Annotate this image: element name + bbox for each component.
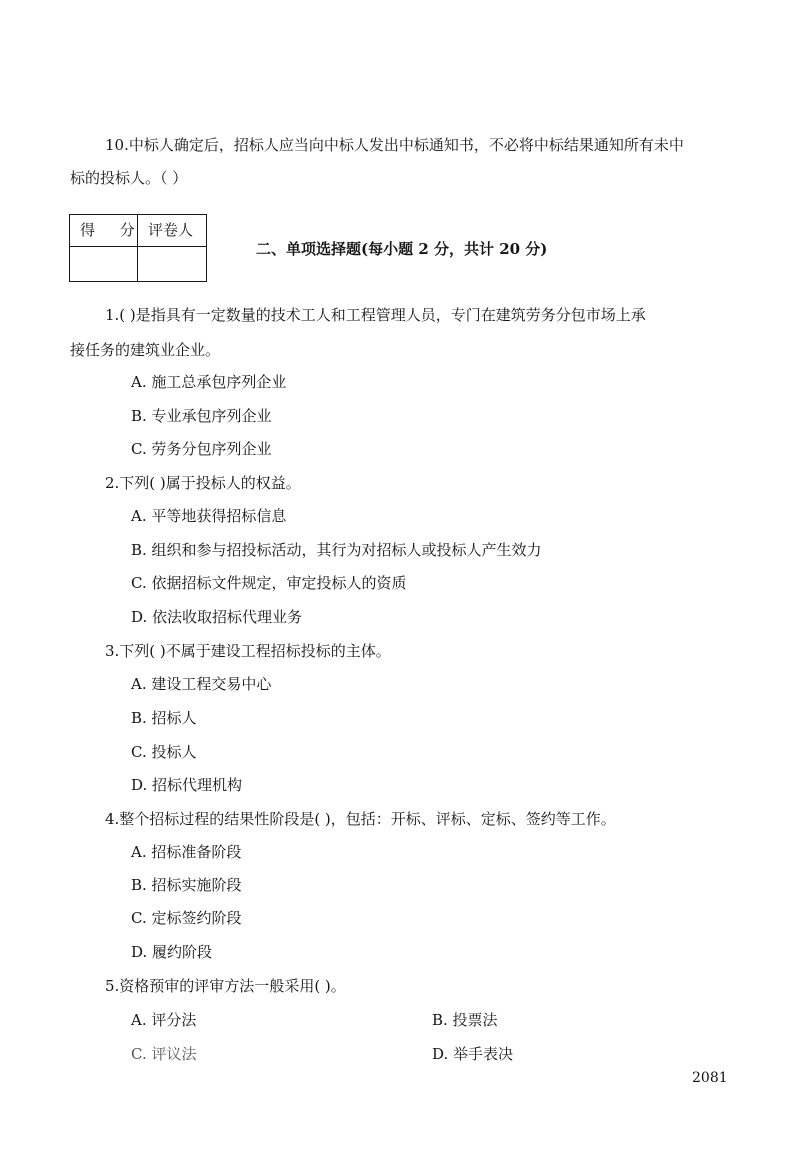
- question-1-option-c: C. 劳务分包序列企业: [131, 440, 272, 458]
- question-1-stem-line1: 1.( )是指具有一定数量的技术工人和工程管理人员，专门在建筑劳务分包市场上承: [105, 306, 646, 324]
- question-5-stem: 5.资格预审的评审方法一般采用( )。: [105, 977, 346, 995]
- question-1-option-b: B. 专业承包序列企业: [131, 407, 272, 425]
- question-5-option-b: B. 投票法: [432, 1011, 498, 1029]
- question-5-option-c: C. 评议法: [131, 1045, 197, 1063]
- question-4-option-a: A. 招标准备阶段: [131, 843, 242, 861]
- question-2-option-b: B. 组织和参与招投标活动，其行为对招标人或投标人产生效力: [131, 541, 542, 559]
- question-5-option-a: A. 评分法: [131, 1011, 197, 1029]
- q10-line1: 10.中标人确定后，招标人应当向中标人发出中标通知书，不必将中标结果通知所有未中: [105, 136, 684, 154]
- question-2-option-a: A. 平等地获得招标信息: [131, 507, 287, 525]
- question-3-option-d: D. 招标代理机构: [131, 776, 243, 794]
- score-header: 得 分: [80, 221, 145, 239]
- q10-line2: 标的投标人。（ ）: [70, 169, 188, 187]
- question-1-stem-line2: 接任务的建筑业企业。: [70, 341, 221, 359]
- page-code: 2081: [692, 1070, 728, 1086]
- question-3-stem: 3.下列( )不属于建设工程招标投标的主体。: [105, 642, 391, 660]
- question-3-option-c: C. 投标人: [131, 743, 197, 761]
- score-table: [69, 214, 207, 282]
- question-4-stem: 4.整个招标过程的结果性阶段是( )，包括：开标、评标、定标、签约等工作。: [105, 810, 616, 828]
- question-3-option-b: B. 招标人: [131, 709, 197, 727]
- question-4-option-c: C. 定标签约阶段: [131, 909, 242, 927]
- question-3-option-a: A. 建设工程交易中心: [131, 675, 272, 693]
- question-2-option-c: C. 依据招标文件规定，审定投标人的资质: [131, 574, 407, 592]
- grader-header: 评卷人: [148, 221, 194, 239]
- question-4-option-b: B. 招标实施阶段: [131, 876, 242, 894]
- question-2-option-d: D. 依法收取招标代理业务: [131, 608, 303, 626]
- question-1-option-a: A. 施工总承包序列企业: [131, 373, 287, 391]
- question-4-option-d: D. 履约阶段: [131, 943, 213, 961]
- question-2-stem: 2.下列( )属于投标人的权益。: [105, 474, 301, 492]
- table-divider-horizontal: [70, 246, 206, 247]
- question-5-option-d: D. 举手表决: [432, 1045, 514, 1063]
- section-title: 二、单项选择题(每小题 2 分，共计 20 分): [256, 240, 548, 258]
